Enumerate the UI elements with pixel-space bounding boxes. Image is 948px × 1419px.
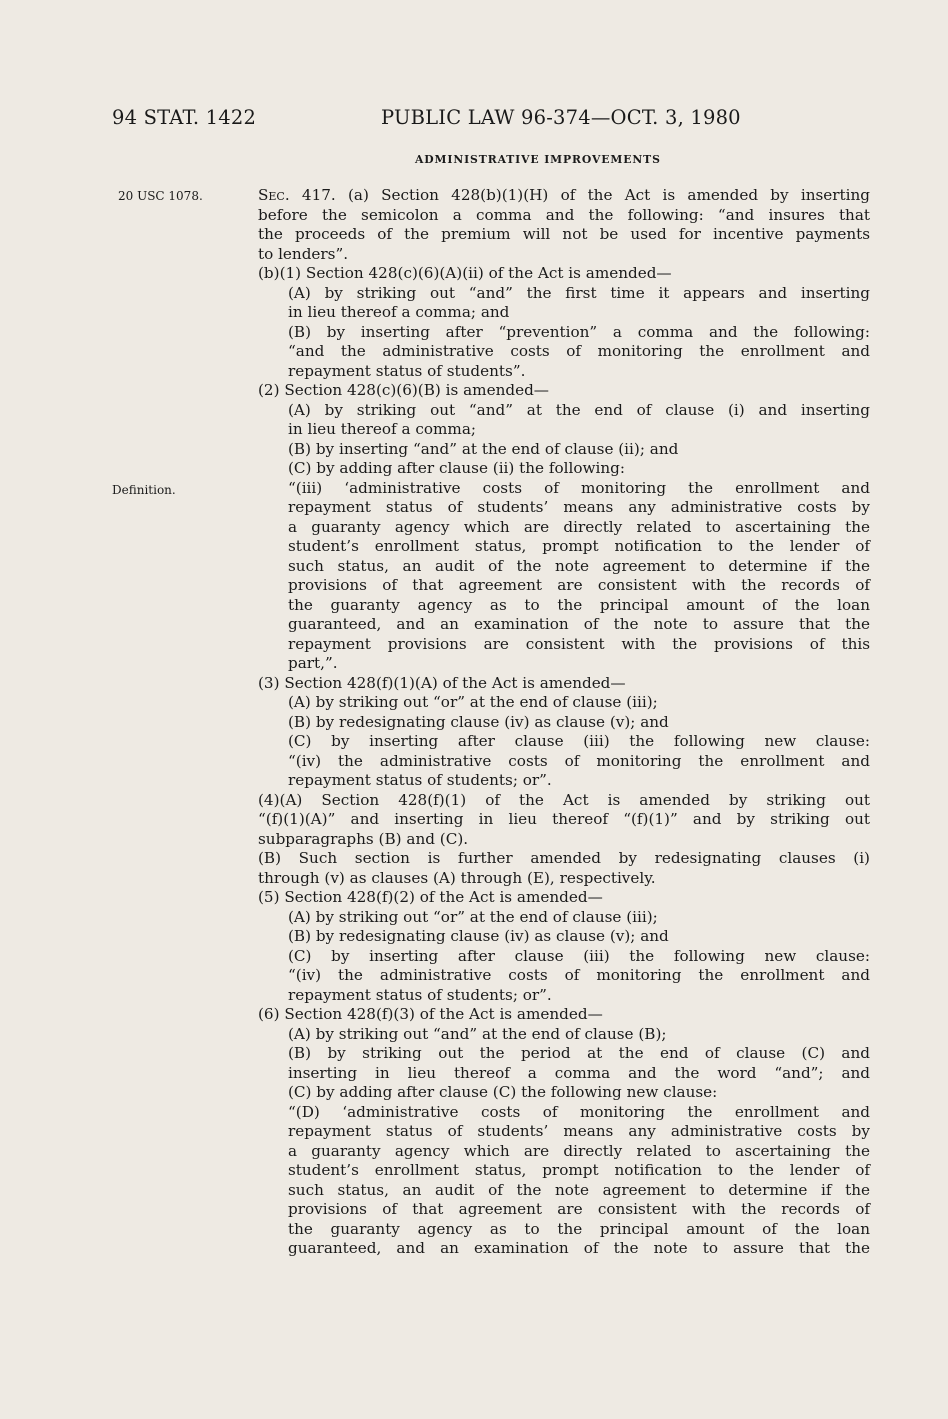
- body-line: repayment provisions are consistent with the provisions of this: [288, 634, 870, 653]
- body-line: a guaranty agency which are directly related to ascertaining the: [288, 1141, 870, 1160]
- body-line: provisions of that agreement are consistent with the records of: [288, 1200, 870, 1218]
- body-line: “(iv) the administrative costs of monitoring the enrollment and: [288, 751, 870, 770]
- body-line: “and the administrative costs of monitoring the enrollment and: [288, 342, 870, 360]
- body-line: student’s enrollment status, prompt notification to the lender of: [288, 1161, 870, 1179]
- body-line: (B) by redesignating clause (iv) as clause (v); and: [288, 927, 669, 945]
- body-line: (A) by striking out “and” at the end of clause (i) and inserting: [288, 400, 870, 419]
- body-line: (C) by inserting after clause (iii) the following new clause:: [288, 732, 870, 750]
- body-line: “(iii) ‘administrative costs of monitoring the enrollment and: [288, 478, 870, 497]
- body-line: (A) by striking out “and” the first time it appears and inserting: [288, 283, 870, 302]
- body-line: part,”.: [288, 654, 338, 672]
- body-line: such status, an audit of the note agreement to determine if the: [288, 556, 870, 575]
- body-line: (C) by adding after clause (C) the following new clause:: [288, 1083, 718, 1101]
- body-line: repayment status of students’ means any administrative costs by: [288, 1122, 870, 1140]
- body-line: (6) Section 428(f)(3) of the Act is amended—: [258, 1005, 603, 1023]
- body-line: (C) by inserting after clause (iii) the following new clause:: [288, 946, 870, 965]
- body-line: Sec. 417. (a) Section 428(b)(1)(H) of the Act is amended by inserting: [258, 186, 870, 204]
- body-line: such status, an audit of the note agreement to determine if the: [288, 1180, 870, 1199]
- body-line: “(D) ‘administrative costs of monitoring the enrollment and: [288, 1102, 870, 1121]
- body-line: (B) by inserting “and” at the end of clause (ii); and: [288, 439, 679, 458]
- body-line: (B) by inserting after “prevention” a comma and the following:: [288, 322, 870, 341]
- body-line: repayment status of students”.: [288, 361, 526, 380]
- body-line: inserting in lieu thereof a comma and the word “and”; and: [288, 1063, 870, 1082]
- page-header: [0, 106, 948, 140]
- body-line: (4)(A) Section 428(f)(1) of the Act is amended by striking out: [258, 790, 870, 809]
- body-line: repayment status of students; or”.: [288, 771, 552, 789]
- body-line: (5) Section 428(f)(2) of the Act is amended—: [258, 888, 603, 906]
- body-line: (A) by striking out “and” at the end of clause (B);: [288, 1024, 667, 1043]
- body-line: “(iv) the administrative costs of monitoring the enrollment and: [288, 966, 870, 984]
- body-line: (A) by striking out “or” at the end of clause (iii);: [288, 693, 658, 711]
- section-heading: ADMINISTRATIVE IMPROVEMENTS: [415, 153, 661, 166]
- stat-reference: 94 STAT. 1422: [112, 106, 257, 129]
- margin-note-usc: 20 USC 1078.: [118, 189, 203, 203]
- body-line: “(f)(1)(A)” and inserting in lieu thereof “(f)(1)” and by striking out: [258, 810, 870, 828]
- body-line: through (v) as clauses (A) through (E), respectively.: [258, 868, 656, 887]
- body-line: to lenders”.: [258, 244, 349, 263]
- body-line: (B) Such section is further amended by redesignating clauses (i): [258, 849, 870, 867]
- body-line: guaranteed, and an examination of the note to assure that the: [288, 615, 870, 633]
- body-line: subparagraphs (B) and (C).: [258, 829, 469, 848]
- body-line: (2) Section 428(c)(6)(B) is amended—: [258, 381, 549, 399]
- sec-label: Sec.: [258, 186, 290, 204]
- body-line: the guaranty agency as to the principal amount of the loan: [288, 1219, 870, 1238]
- body-line: repayment status of students; or”.: [288, 985, 552, 1004]
- body-line: (B) by redesignating clause (iv) as clause (v); and: [288, 712, 669, 731]
- body-line: student’s enrollment status, prompt notification to the lender of: [288, 537, 870, 555]
- body-line: before the semicolon a comma and the following: “and insures that: [258, 205, 870, 224]
- body-line: in lieu thereof a comma;: [288, 420, 476, 438]
- body-line: (C) by adding after clause (ii) the following:: [288, 459, 625, 477]
- body-line: in lieu thereof a comma; and: [288, 303, 510, 321]
- body-line: provisions of that agreement are consistent with the records of: [288, 576, 870, 594]
- statute-body: [258, 186, 870, 1259]
- body-line: (3) Section 428(f)(1)(A) of the Act is amended—: [258, 673, 626, 692]
- body-line: (A) by striking out “or” at the end of clause (iii);: [288, 907, 658, 926]
- body-line: guaranteed, and an examination of the note to assure that the: [288, 1239, 870, 1257]
- body-line: a guaranty agency which are directly related to ascertaining the: [288, 517, 870, 536]
- body-line: (b)(1) Section 428(c)(6)(A)(ii) of the Act is amended—: [258, 264, 672, 282]
- body-line: (B) by striking out the period at the end of clause (C) and: [288, 1044, 870, 1062]
- law-title: PUBLIC LAW 96-374—OCT. 3, 1980: [381, 106, 741, 129]
- body-line: the guaranty agency as to the principal amount of the loan: [288, 595, 870, 614]
- body-line: repayment status of students’ means any administrative costs by: [288, 498, 870, 516]
- margin-note-definition: Definition.: [112, 483, 176, 497]
- body-line: the proceeds of the premium will not be used for incentive payments: [258, 225, 870, 243]
